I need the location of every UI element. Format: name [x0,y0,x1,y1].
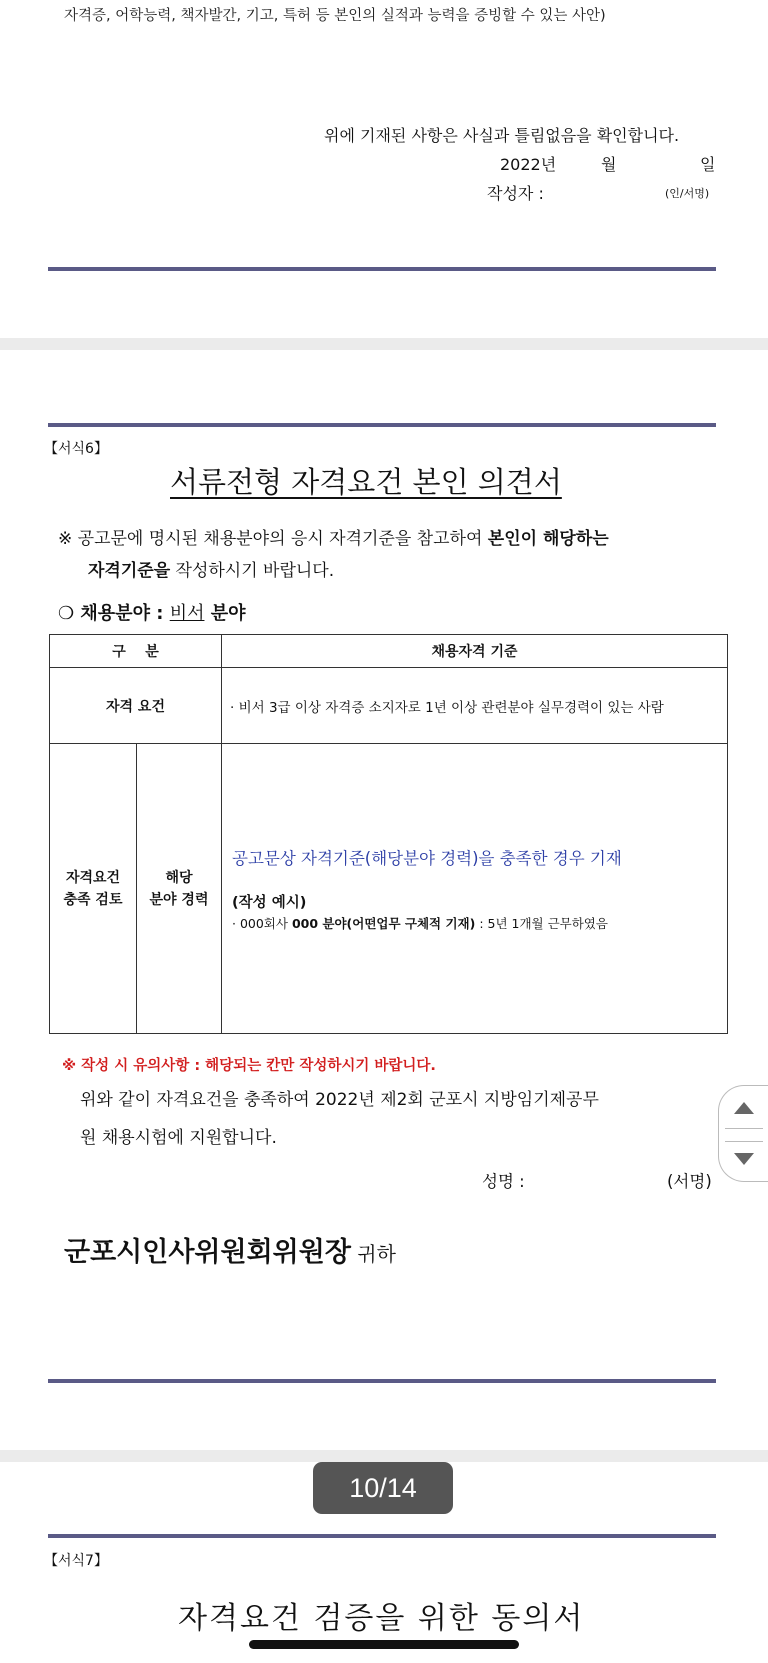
notice-line-1 [58,524,609,549]
addressee-name: 군포시인사위원회위원장 [64,1237,351,1268]
example-company: · 000회사 [232,916,292,931]
date-month: 월 [601,155,617,174]
notice-bold: 본인이 해당하는 [487,529,609,549]
form-title: 서류전형 자격요건 본인 의견서 [170,465,562,499]
home-indicator[interactable] [249,1640,519,1649]
recruit-field-value: 비서 [169,603,205,624]
page-3-top-rule [48,1534,716,1538]
sign-label: (서명) [667,1172,712,1191]
qualification-note: 자격증, 어학능력, 책자발간, 기고, 특허 등 본인의 실적과 능력을 증빙할 수 있는 사안) [64,8,606,24]
name-label: 성명 : [482,1172,525,1191]
form-tag-7: 【서식7】 [44,1553,108,1569]
page-divider-rule [48,267,716,271]
notice-line-2 [88,556,334,581]
page-1 [0,0,768,338]
notice-tail: 작성하시기 바랍니다. [170,561,335,581]
scroll-control[interactable] [718,1085,768,1182]
row-review-label [50,744,137,1034]
page-top-rule [48,423,716,427]
apply-statement-line-1: 위와 같이 자격요건을 충족하여 2022년 제2회 군포시 지방임기제공무 [80,1090,599,1110]
notice-text: ※ 공고문에 명시된 채용분야의 응시 자격기준을 참고하여 [58,529,488,549]
scroll-down-icon[interactable] [734,1153,754,1165]
row-career-label-b: 분야 경력 [149,891,209,908]
career-guidance: 공고문상 자격기준(해당분야 경력)을 충족한 경우 기재 [232,849,622,868]
confirm-statement: 위에 기재된 사항은 사실과 틀림없음을 확인합니다. [324,126,680,145]
date-year: 2022년 [500,155,557,174]
example-title: (작성 예시) [232,895,307,911]
date-day: 일 [700,155,716,174]
apply-statement-line-2: 원 채용시험에 지원합니다. [80,1128,277,1148]
example-duration: : 5년 1개월 근무하였음 [475,916,608,931]
form-tag: 【서식6】 [44,441,108,457]
addressee-suffix: 귀하 [350,1242,396,1266]
table-header-criteria: 채용자격 기준 [222,635,728,668]
consent-title: 자격요건 검증을 위한 동의서 [178,1601,585,1636]
example-field: 000 분야(어떤업무 구체적 기재) [291,916,476,931]
scroll-grip[interactable] [725,1128,763,1142]
notice-bold-2: 자격기준을 [88,561,171,581]
row-qualification-label: 자격 요건 [50,668,222,744]
recruit-field-label: ❍ 채용분야 : [58,603,170,624]
scroll-up-icon[interactable] [734,1102,754,1114]
row-career-label-a: 해당 [165,869,193,886]
table-header-category: 구 분 [50,635,222,668]
recruit-field [58,599,246,625]
page-bottom-rule [48,1379,716,1383]
example-line [232,914,727,932]
qualification-table [49,634,728,1034]
seal-label: (인/서명) [665,187,710,200]
row-qualification-value: · 비서 3급 이상 자격증 소지자로 1년 이상 관련분야 실무경력이 있는 사람 [222,668,728,744]
writer-label: 작성자 : [487,184,544,203]
addressee [64,1230,396,1269]
row-career-entry [222,744,728,1034]
recruit-field-suffix: 분야 [204,603,246,624]
row-review-label-b: 충족 검토 [63,891,123,908]
caution-note: ※ 작성 시 유의사항 : 해당되는 칸만 작성하시기 바랍니다. [62,1058,436,1074]
row-career-label [137,744,222,1034]
row-review-label-a: 자격요건 [65,869,121,886]
page-indicator: 10/14 [313,1462,453,1514]
